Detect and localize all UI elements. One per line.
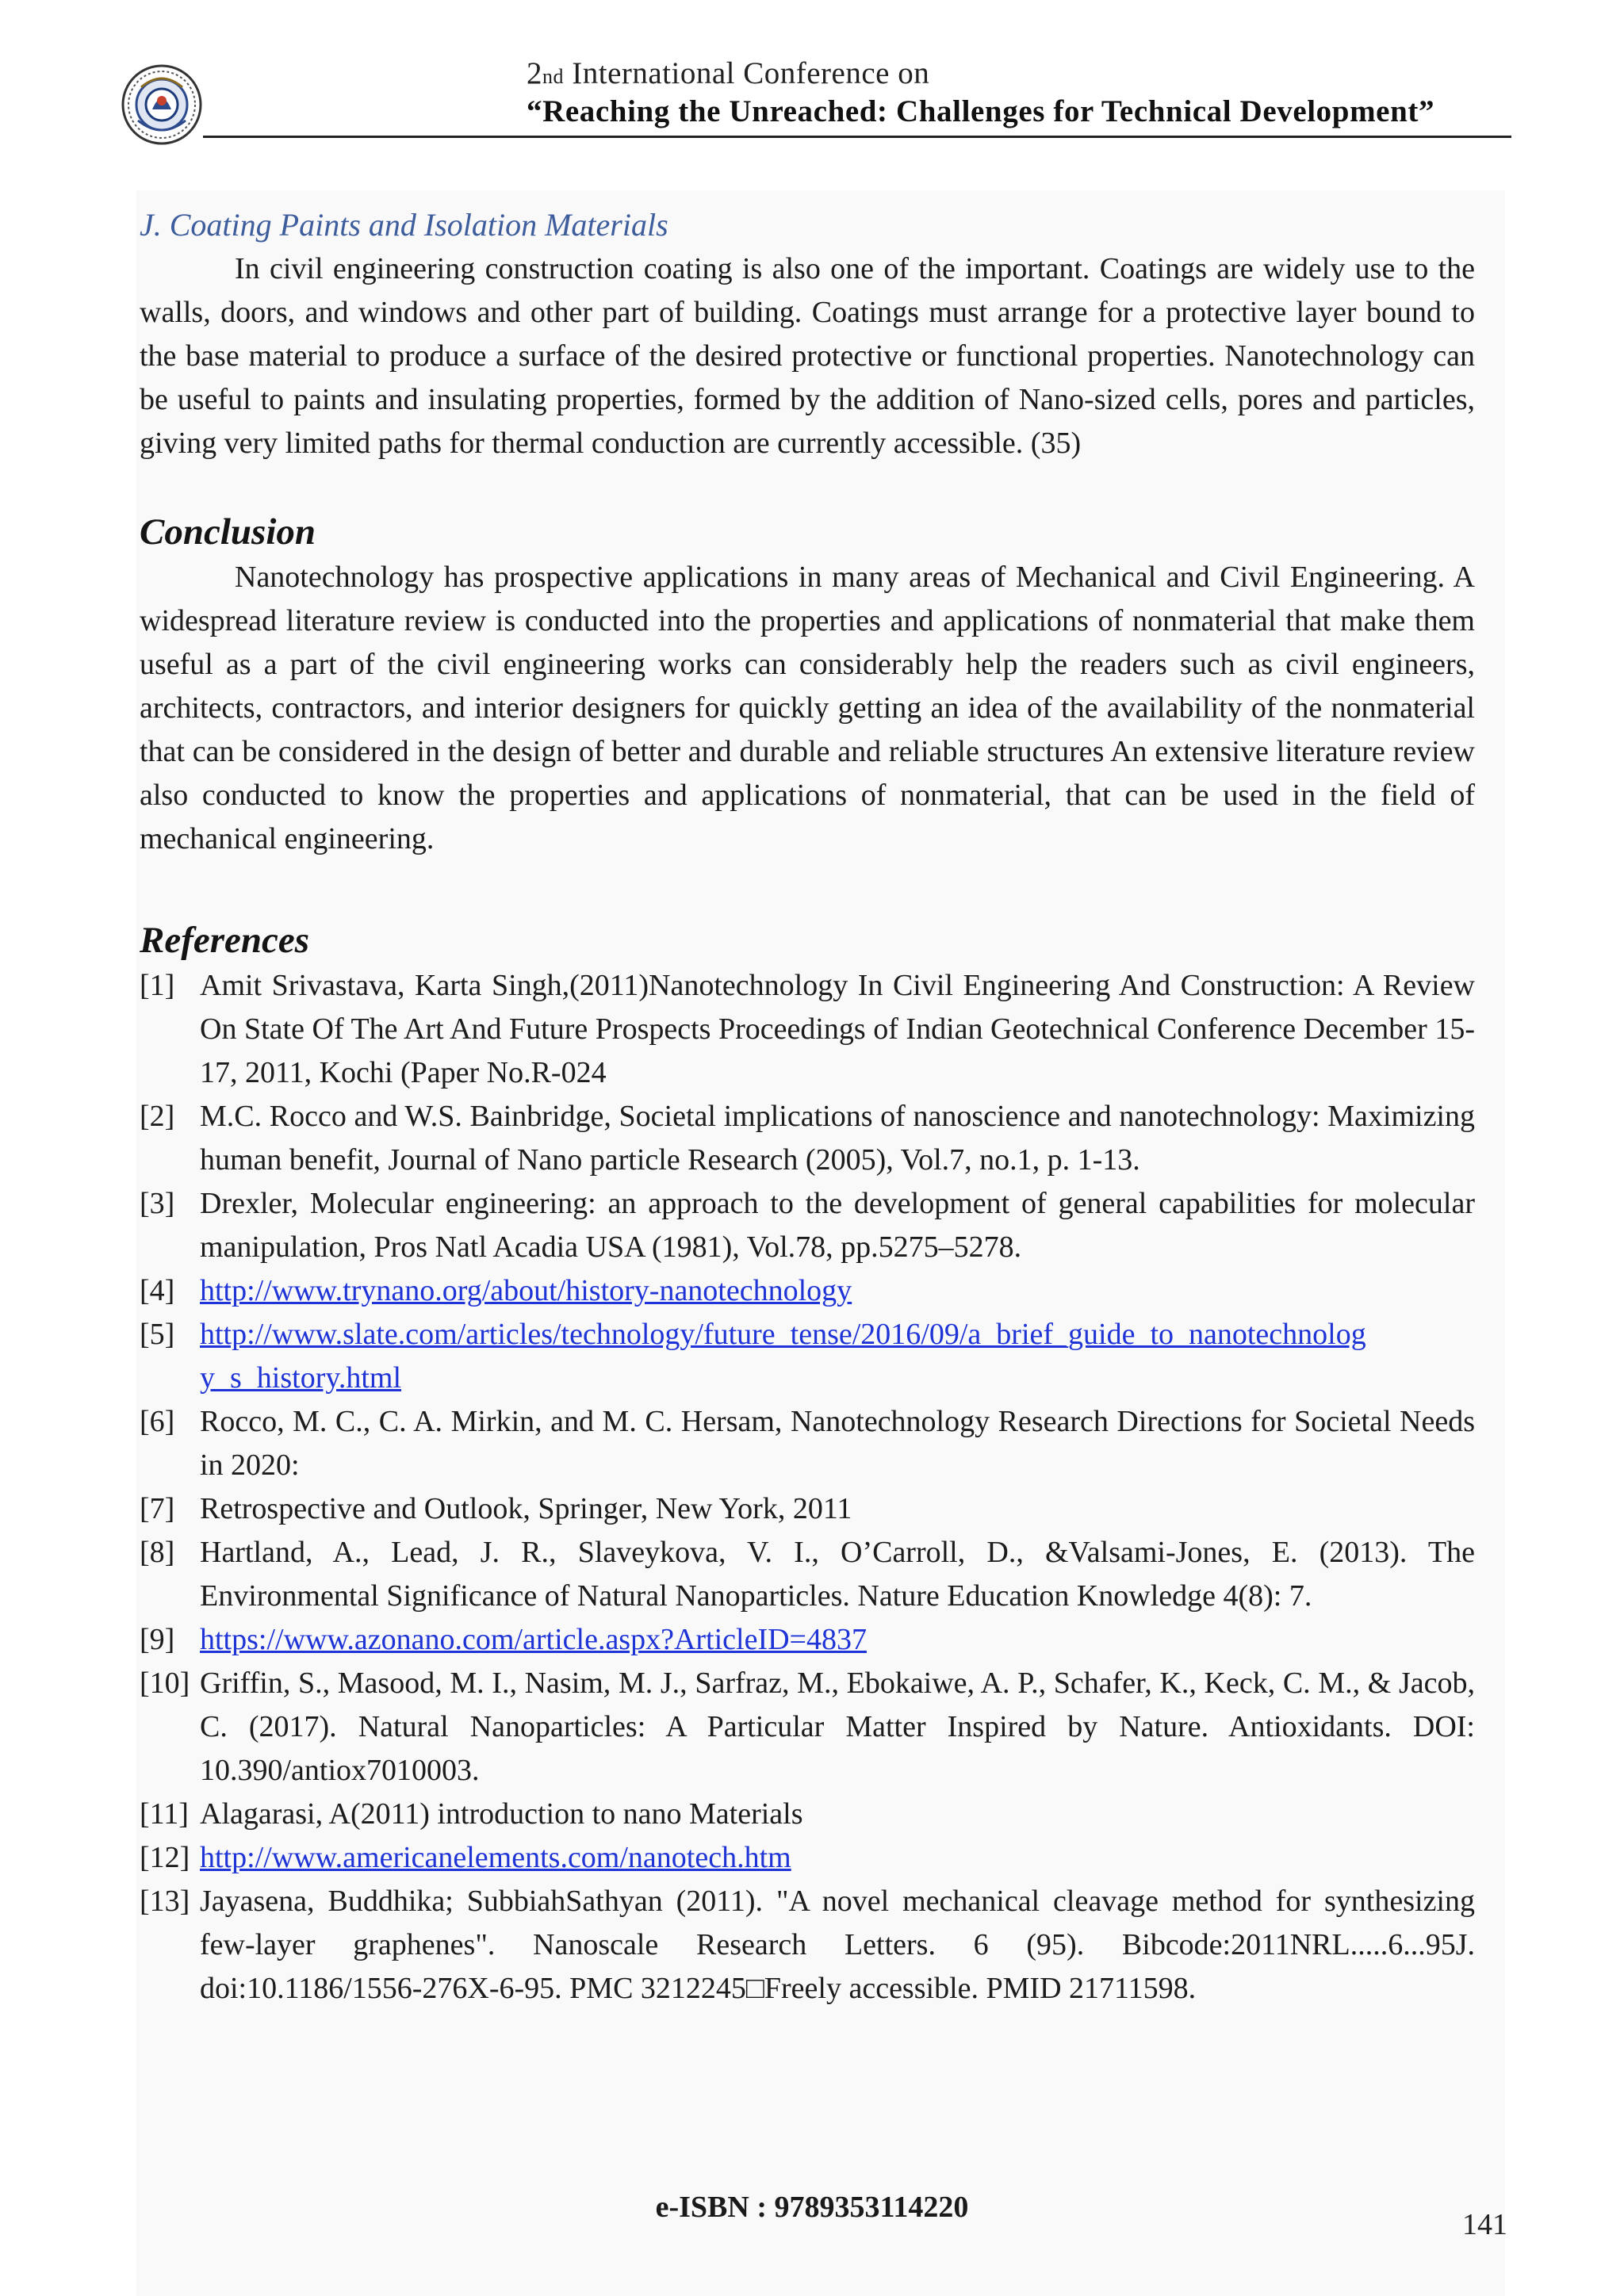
reference-text: Alagarasi, A(2011) introduction to nano Materials xyxy=(200,1797,803,1831)
reference-text: Rocco, M. C., C. A. Mirkin, and M. C. Hersam, Nanotechnology Research Directions for Societal Needs in 2020: xyxy=(200,1405,1475,1482)
reference-number: [13] xyxy=(140,1885,190,1918)
reference-number: [7] xyxy=(140,1492,175,1525)
reference-item xyxy=(140,1487,1475,1531)
reference-number: [5] xyxy=(140,1318,175,1351)
reference-text: M.C. Rocco and W.S. Bainbridge, Societal implications of nanoscience and nanotechnology: Maximizing human benefit, Journal of Nano particle Research (2005), Vol.7, no.1, p. 1-13. xyxy=(200,1100,1475,1177)
reference-number: [3] xyxy=(140,1187,175,1220)
reference-link[interactable]: http://www.slate.com/articles/technology/future_tense/2016/09/a_brief_guide_to_nanotechnolog y_s_history.html xyxy=(200,1318,1366,1395)
reference-link[interactable]: http://www.americanelements.com/nanotech.htm xyxy=(200,1841,791,1874)
page-header xyxy=(0,0,1624,143)
reference-item xyxy=(140,1662,1475,1793)
page-number: 141 xyxy=(1462,2208,1507,2241)
reference-text: Jayasena, Buddhika; SubbiahSathyan (2011). "A novel mechanical cleavage method for synthesizing few-layer graphenes". Nanoscale Research Letters. 6 (95). Bibcode:2011NRL.....6...95J. doi:10.1186/1556-276X-6-95. PMC 3212245□Freely accessible. PMID 21711598. xyxy=(200,1885,1475,2005)
conference-title-line2: “Reaching the Unreached: Challenges for Technical Development” xyxy=(527,94,1435,128)
references-heading: References xyxy=(140,920,310,961)
section-j-paragraph: In civil engineering construction coating is also one of the important. Coatings are widely use to the walls, doors, and windows and other part of building. Coatings must arrange for a protective layer bound to the base material to produce a surface of the desired protective or functional properties. Nanotechnology can be useful to paints and insulating properties, formed by the addition of Nano-sized cells, pores and particles, giving very limited paths for thermal conduction are currently accessible. (35) xyxy=(140,252,1475,460)
reference-number: [6] xyxy=(140,1405,175,1438)
reference-item xyxy=(140,1531,1475,1618)
page-content xyxy=(140,203,1475,2011)
reference-number: [12] xyxy=(140,1841,190,1874)
reference-item xyxy=(140,1269,1475,1313)
reference-item xyxy=(140,1618,1475,1662)
header-divider xyxy=(203,136,1511,138)
reference-item xyxy=(140,1400,1475,1487)
reference-number: [4] xyxy=(140,1274,175,1307)
reference-text: Drexler, Molecular engineering: an approach to the development of general capabilities for molecular manipulation, Pros Natl Acadia USA (1981), Vol.78, pp.5275–5278. xyxy=(200,1187,1475,1264)
reference-item xyxy=(140,1313,1475,1400)
section-j-heading: J. Coating Paints and Isolation Materials xyxy=(140,207,668,243)
reference-number: [2] xyxy=(140,1100,175,1133)
reference-number: [1] xyxy=(140,969,175,1002)
reference-item xyxy=(140,1880,1475,2011)
reference-text: Griffin, S., Masood, M. I., Nasim, M. J., Sarfraz, M., Ebokaiwe, A. P., Schafer, K., Keck, C. M., & Jacob, C. (2017). Natural Nanoparticles: A Particular Matter Inspired by Nature. Antioxidants. DOI: 10.390/antiox7010003. xyxy=(200,1667,1475,1787)
reference-text: Retrospective and Outlook, Springer, New York, 2011 xyxy=(200,1492,852,1525)
reference-text: Amit Srivastava, Karta Singh,(2011)Nanotechnology In Civil Engineering And Construction: A Review On State Of The Art And Future Prospects Proceedings of Indian Geotechnical Conference December 15-17, 2011, Kochi (Paper No.R-024 xyxy=(200,969,1475,1089)
reference-number: [11] xyxy=(140,1797,189,1831)
reference-number: [8] xyxy=(140,1536,175,1569)
isbn-footer: e-ISBN : 9789353114220 xyxy=(655,2191,969,2224)
reference-item xyxy=(140,1836,1475,1880)
conference-seal-icon xyxy=(121,63,203,146)
reference-link[interactable]: http://www.trynano.org/about/history-nanotechnology xyxy=(200,1274,852,1307)
references-list xyxy=(140,964,1475,2011)
reference-link[interactable]: https://www.azonano.com/article.aspx?ArticleID=4837 xyxy=(200,1623,867,1656)
reference-item xyxy=(140,964,1475,1095)
conference-title-line1: 2nd International Conference on xyxy=(527,56,930,90)
conclusion-heading: Conclusion xyxy=(140,511,316,553)
reference-item xyxy=(140,1182,1475,1269)
reference-item xyxy=(140,1793,1475,1836)
reference-text: Hartland, A., Lead, J. R., Slaveykova, V. I., O’Carroll, D., &Valsami-Jones, E. (2013). The Environmental Significance of Natural Nanoparticles. Nature Education Knowledge 4(8): 7. xyxy=(200,1536,1475,1613)
reference-number: [10] xyxy=(140,1667,190,1700)
reference-number: [9] xyxy=(140,1623,175,1656)
reference-item xyxy=(140,1095,1475,1182)
conclusion-paragraph: Nanotechnology has prospective applications in many areas of Mechanical and Civil Engineering. A widespread literature review is conducted into the properties and applications of nonmaterial that make them useful as a part of the civil engineering works can considerably help the readers such as civil engineers, architects, contractors, and interior designers for quickly getting an idea of the availability of the nonmaterial that can be considered in the design of better and durable and reliable structures An extensive literature review also conducted to know the properties and applications of nonmaterial, that can be used in the field of mechanical engineering. xyxy=(140,561,1475,855)
